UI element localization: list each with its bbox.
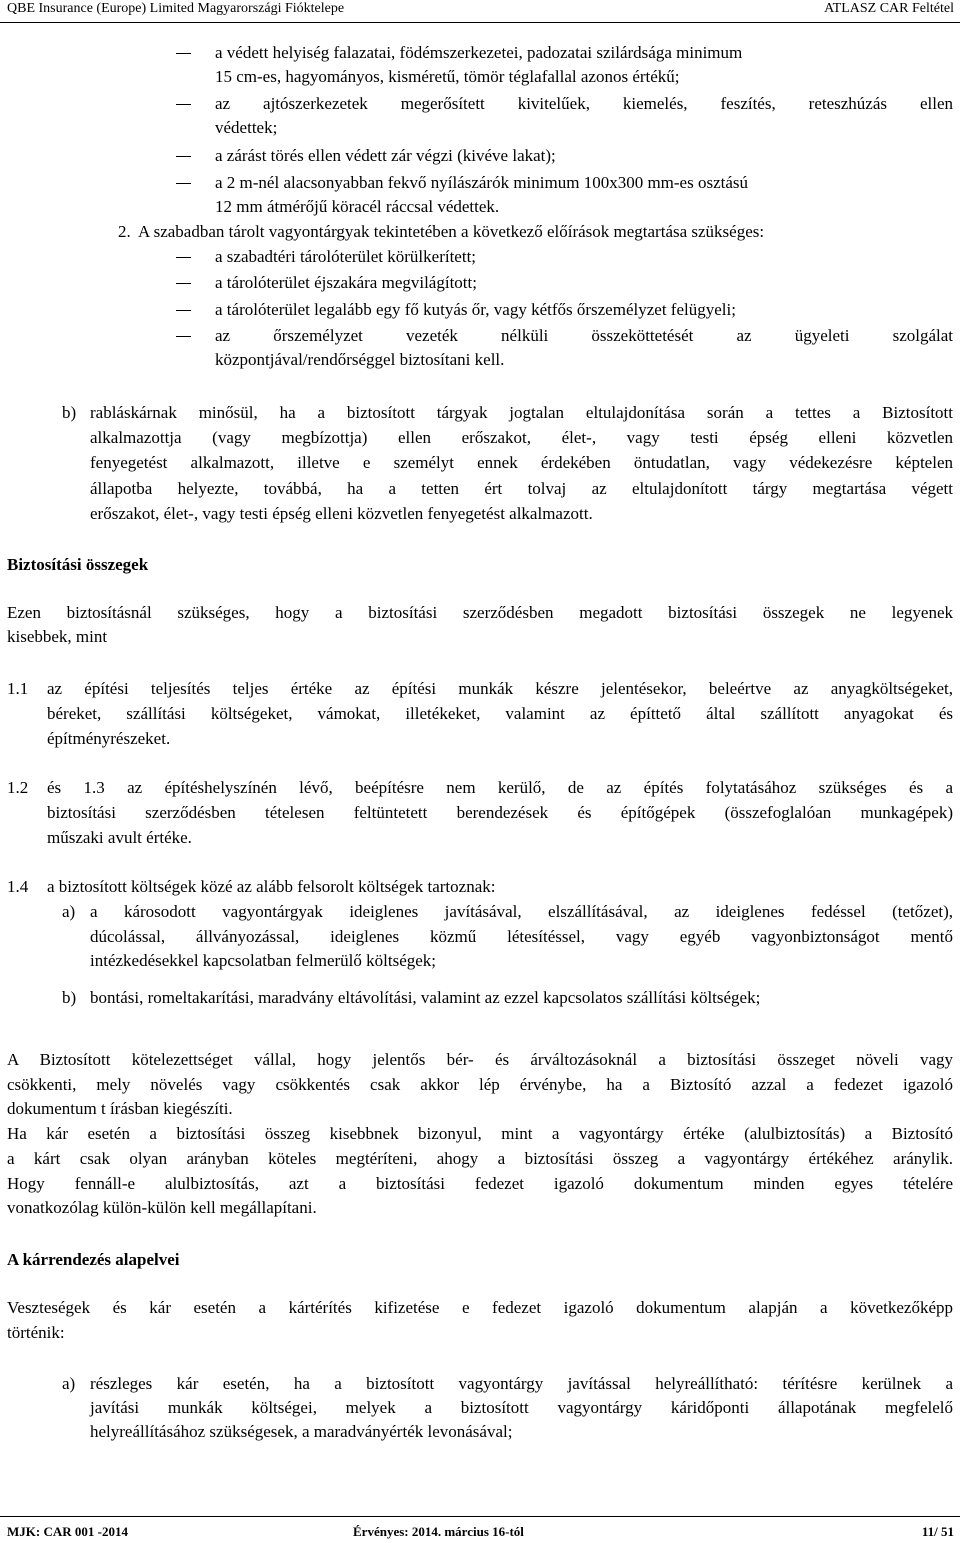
dash-bullet xyxy=(176,156,191,157)
header-company: QBE Insurance (Europe) Limited Magyarországi Fióktelepe xyxy=(7,1,345,16)
sub-item-label: a) xyxy=(62,902,76,921)
paragraph-line: biztosítási szerződésben tételesen feltüntetett berendezések és építőgépek (összefoglalóan munkagépek) xyxy=(47,803,953,822)
paragraph-line: intézkedésekkel kapcsolatban felmerülő költségek; xyxy=(90,951,437,970)
paragraph-line: fenyegetést alkalmazott, illetve e személyt ennek érdekében öntudatlan, vagy védekezésre képtelen xyxy=(90,453,953,472)
header-document-title: ATLASZ CAR Feltétel xyxy=(824,1,954,16)
dash-bullet xyxy=(176,283,191,284)
item-label: a) xyxy=(62,1374,76,1393)
item-label: 1.2 xyxy=(7,778,29,797)
page-footer xyxy=(0,1516,960,1543)
paragraph-line: alkalmazottja (vagy megbízottja) ellen erőszakot, élet-, vagy testi épség elleni közvetlen xyxy=(90,428,953,447)
paragraph-line: történik: xyxy=(7,1323,65,1342)
paragraph-line: kisebbek, mint xyxy=(7,627,108,646)
paragraph-line: bontási, romeltakarítási, maradvány eltávolítási, valamint az ezzel kapcsolatos szállítási költségek; xyxy=(90,988,761,1007)
list-item-line: az ajtószerkezetek megerősített kivitelűek, kiemelés, feszítés, reteszhúzás ellen xyxy=(215,94,953,113)
paragraph-line: csökkenti, mely növelés vagy csökkentés csak akkor lép érvénybe, ha a Biztosító azzal a fedezet igazoló xyxy=(7,1075,953,1094)
dash-bullet xyxy=(176,310,191,311)
section-heading: A kárrendezés alapelvei xyxy=(7,1250,180,1269)
paragraph-line: javítási munkák költségei, melyek a biztosított vagyontárgy káridőponti állapotának megfelelő xyxy=(90,1398,953,1417)
list-item-line: 15 cm-es, hagyományos, kisméretű, tömör téglafallal azonos értékű; xyxy=(215,67,680,86)
paragraph-line: és 1.3 az építéshelyszínén lévő, beépítésre nem kerülő, de az építés folytatásához szükséges és a xyxy=(47,778,953,797)
paragraph-line: dúcolással, állványozással, ideiglenes közmű létesítéssel, vagy egyéb vagyonbiztonságot mentő xyxy=(90,927,953,946)
point-number: 2. xyxy=(118,222,131,241)
paragraph-line: részleges kár esetén, ha a biztosított vagyontárgy javítással helyreállítható: térítésre kerülnek a xyxy=(90,1374,953,1393)
list-item-line: a védett helyiség falazatai, födémszerkezetei, padozatai szilárdsága minimum xyxy=(215,43,743,62)
paragraph-line: a kárt csak olyan arányban köteles megtéríteni, ahogy a biztosítási összeg a vagyontárgy értékéhez aránylik. xyxy=(7,1149,953,1168)
list-item-line: 12 mm átmérőjű köracél ráccsal védettek. xyxy=(215,197,500,216)
footer-page-number: 11/ 51 xyxy=(921,1524,954,1539)
item-label: 1.4 xyxy=(7,877,29,896)
list-item-line: a zárást törés ellen védett zár végzi (kivéve lakat); xyxy=(215,146,556,165)
paragraph-line: a károsodott vagyontárgyak ideiglenes javításával, elszállításával, az ideiglenes fedéssel (tetőzet), xyxy=(90,902,953,921)
paragraph-line: helyreállításához szükségesek, a maradványérték levonásával; xyxy=(90,1422,513,1441)
paragraph-line: állapotba helyezte, továbbá, ha a tetten ért tolvaj az eltulajdonított tárgy megtartása végett xyxy=(90,479,953,498)
paragraph-line: erőszakot, élet-, vagy testi épség elleni közvetlen fenyegetést alkalmazott. xyxy=(90,504,593,523)
dash-bullet xyxy=(176,183,191,184)
sub-item-label: b) xyxy=(62,988,77,1007)
dash-bullet xyxy=(176,53,191,54)
paragraph-line: Hogy fennáll-e alulbiztosítás, azt a biztosítási fedezet igazoló dokumentum minden egyes tételére xyxy=(7,1174,953,1193)
item-label: b) xyxy=(62,403,77,422)
list-item-line: a tárolóterület éjszakára megvilágított; xyxy=(215,273,477,292)
list-item-line: a tárolóterület legalább egy fő kutyás őr, vagy kétfős őrszemélyzet felügyeli; xyxy=(215,300,736,319)
item-label: 1.1 xyxy=(7,679,29,698)
paragraph-line: Ezen biztosításnál szükséges, hogy a biztosítási szerződésben megadott biztosítási összegek ne legyenek xyxy=(7,603,953,622)
paragraph-line: béreket, szállítási költségeket, vámokat, illetékeket, valamint az építtető által szállított anyagokat és xyxy=(47,704,953,723)
paragraph-line: dokumentum t írásban kiegészíti. xyxy=(7,1099,233,1118)
paragraph-line: építményrészeket. xyxy=(47,729,171,748)
list-item-line: a 2 m-nél alacsonyabban fekvő nyílászárók minimum 100x300 mm-es osztású xyxy=(215,173,749,192)
list-item-line: az őrszemélyzet vezeték nélküli összeköttetését az ügyeleti szolgálat xyxy=(215,326,953,345)
paragraph-line: Ha kár esetén a biztosítási összeg kisebbnek bizonyul, mint a vagyontárgy értéke (alulbiztosítás) a Biztosító xyxy=(7,1124,953,1143)
page-header xyxy=(0,0,960,23)
footer-document-code: MJK: CAR 001 -2014 xyxy=(7,1524,128,1539)
dash-bullet xyxy=(176,104,191,105)
paragraph-line: A Biztosított kötelezettséget vállal, hogy jelentős bér- és árváltozásoknál a biztosítási összeget növeli vagy xyxy=(7,1050,953,1069)
dash-bullet xyxy=(176,336,191,337)
paragraph-line: a biztosított költségek közé az alább felsorolt költségek tartoznak: xyxy=(47,877,496,896)
point-text: A szabadban tárolt vagyontárgyak tekintetében a következő előírások megtartása szükséges: xyxy=(138,222,765,241)
list-item-line: védettek; xyxy=(215,118,278,137)
list-item-line: központjával/rendőrséggel biztosítani kell. xyxy=(215,350,505,369)
paragraph-line: az építési teljesítés teljes értéke az építési munkák készre jelentésekor, beleértve az anyagköltségeket, xyxy=(47,679,953,698)
paragraph-line: Veszteségek és kár esetén a kártérítés kifizetése e fedezet igazoló dokumentum alapján a következőképp xyxy=(7,1298,953,1317)
paragraph-line: vonatkozólag külön-külön kell megállapítani. xyxy=(7,1198,317,1217)
paragraph-line: műszaki avult értéke. xyxy=(47,828,192,847)
section-heading: Biztosítási összegek xyxy=(7,555,149,574)
paragraph-line: rabláskárnak minősül, ha a biztosított tárgyak jogtalan eltulajdonítása során a tettes a Biztosított xyxy=(90,403,953,422)
dash-bullet xyxy=(176,257,191,258)
list-item-line: a szabadtéri tárolóterület körülkerített; xyxy=(215,247,477,266)
footer-validity: Érvényes: 2014. március 16-tól xyxy=(353,1524,524,1539)
